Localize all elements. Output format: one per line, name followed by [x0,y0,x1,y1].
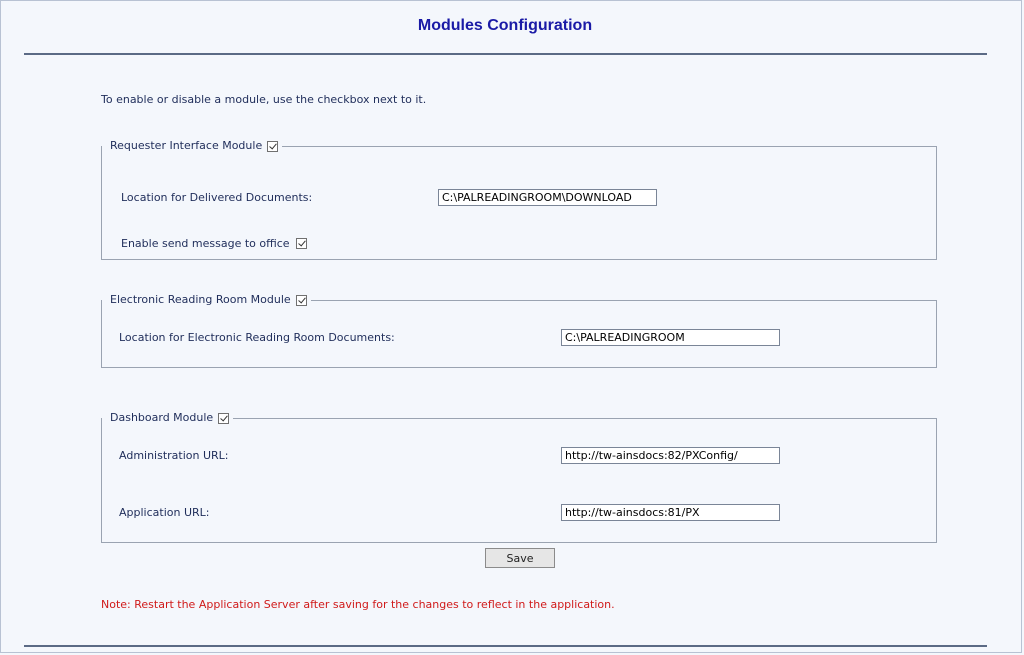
page-title: Modules Configuration [417,17,593,34]
intro-text: To enable or disable a module, use the checkbox next to it. [101,93,427,106]
reading-room-location-label: Location for Electronic Reading Room Documents: [119,331,395,344]
send-message-option [121,237,307,250]
footer-divider [24,645,987,647]
requester-module-checkbox[interactable] [267,141,278,152]
delivered-docs-label: Location for Delivered Documents: [121,191,313,204]
requester-module-legend [102,139,282,153]
title-divider [24,53,987,55]
reading-room-module-checkbox[interactable] [296,295,307,306]
dashboard-module-legend [102,411,233,425]
app-url-label: Application URL: [119,506,210,519]
dashboard-module-group [101,411,937,543]
requester-module-group [101,139,937,260]
save-button[interactable]: Save [485,548,555,568]
send-message-label: Enable send message to office [121,237,290,250]
admin-url-label: Administration URL: [119,449,229,462]
dashboard-module-label: Dashboard Module [110,411,214,424]
app-url-input[interactable]: http://tw-ainsdocs:81/PX [561,504,780,521]
dashboard-module-checkbox[interactable] [218,413,229,424]
reading-room-module-label: Electronic Reading Room Module [110,293,291,306]
reading-room-module-group [101,293,937,368]
reading-room-module-legend [102,293,311,307]
restart-note: Note: Restart the Application Server after saving for the changes to reflect in the application. [101,598,615,611]
send-message-checkbox[interactable] [296,238,307,249]
delivered-docs-input[interactable]: C:\PALREADINGROOM\DOWNLOAD [438,189,657,206]
requester-module-label: Requester Interface Module [110,139,263,152]
admin-url-input[interactable]: http://tw-ainsdocs:82/PXConfig/ [561,447,780,464]
reading-room-location-input[interactable]: C:\PALREADINGROOM [561,329,780,346]
